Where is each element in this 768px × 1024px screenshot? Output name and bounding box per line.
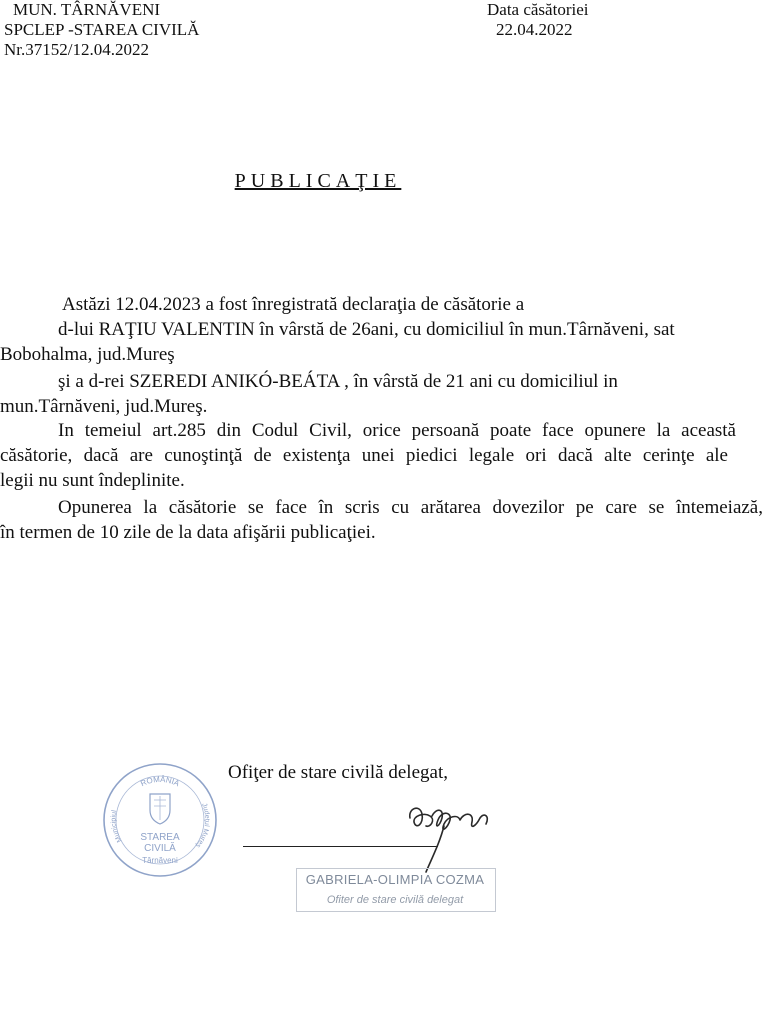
official-seal-stamp (100, 760, 220, 880)
stamp-right-arc: Judeţul Mureş (194, 802, 211, 849)
body-line-10: în termen de 10 zile de la data afişării publicaţiei. (0, 522, 376, 543)
stamp-text-line1: STAREA (140, 832, 180, 843)
signature-label: Ofiţer de stare civilă delegat, (228, 762, 448, 783)
body-line-4: şi a d-rei SZEREDI ANIKÓ-BEÁTA , în vârstă de 21 ani cu domiciliul in (58, 371, 618, 392)
stamp-city: Târnăveni (142, 856, 178, 865)
body-line-3: Bobohalma, jud.Mureş (0, 344, 175, 365)
body-line-9: Opunerea la căsătorie se face în scris cu arătarea dovezilor pe care se întemeiază, (58, 497, 763, 518)
issuer-header (4, 0, 199, 60)
svg-text:Municipiul (110, 809, 123, 843)
officer-name-stamp (292, 866, 498, 914)
office-name: SPCLEP -STAREA CIVILĂ (4, 20, 200, 39)
body-line-2: d-lui RAŢIU VALENTIN în vârstă de 26ani, cu domiciliul în mun.Târnăveni, sat (58, 319, 675, 340)
municipality: MUN. TÂRNĂVENI (13, 0, 161, 19)
coat-of-arms-icon (150, 794, 170, 824)
body-line-1: Astăzi 12.04.2023 a fost înregistrată declaraţia de căsătorie a (62, 294, 525, 315)
stamp-text-line2: CIVILĂ (144, 843, 176, 854)
officer-name: GABRIELA-OLIMPIA COZMA (305, 872, 485, 887)
body-line-8: legii nu sunt îndeplinite. (0, 470, 185, 491)
stamp-left-arc: Municipiul (110, 809, 124, 844)
body-line-7: căsătorie, dacă are cunoştinţă de existenţa unei piedici legale ori dacă alte cerinţe ale (0, 445, 728, 466)
stamp-country: ROMÂNIA (139, 774, 181, 789)
marriage-date: 22.04.2022 (496, 20, 573, 39)
svg-text:Judeţul Mureş (194, 802, 210, 849)
officer-role: Ofiter de stare civilă delegat (326, 894, 464, 906)
body-line-6: In temeiul art.285 din Codul Civil, orice persoană poate face opunere la această (58, 420, 736, 441)
marriage-date-block (487, 0, 588, 40)
body-line-5: mun.Târnăveni, jud.Mureş. (0, 396, 208, 417)
reference-number: Nr.37152/12.04.2022 (4, 40, 149, 59)
svg-text:ROMÂNIA (139, 775, 181, 789)
marriage-date-label: Data căsătoriei (487, 0, 589, 19)
page-title: PUBLICAŢIE (234, 170, 402, 192)
